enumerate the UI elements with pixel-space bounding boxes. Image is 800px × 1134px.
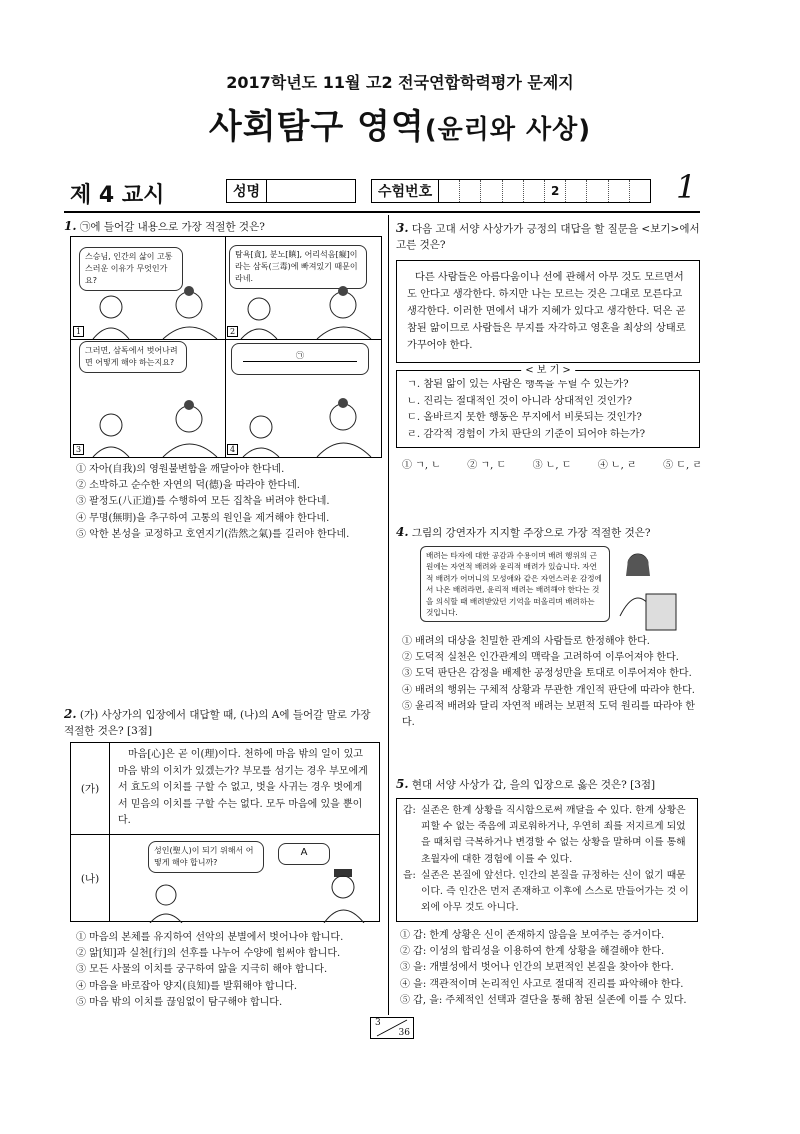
panel-number: 1 (73, 326, 84, 337)
option-5[interactable]: ⑤ 마음 밖의 이치를 끊임없이 탐구해야 합니다. (76, 996, 283, 1008)
blank-answer: ㉠ (243, 351, 357, 362)
buddha-figure (317, 286, 371, 339)
ga-label: (가) (71, 743, 110, 835)
exam-title-subject: (윤리와 사상) (424, 115, 592, 145)
boki-item: ㄹ. 감각적 경험이 가치 판단의 기준이 되어야 하는가? (407, 428, 646, 440)
eul-label: 을: (403, 869, 416, 881)
header-rule (64, 211, 700, 213)
scholar-figure (324, 869, 364, 923)
panel-number: 4 (227, 444, 238, 455)
exam-digit[interactable] (524, 180, 545, 202)
podium-icon (646, 594, 676, 630)
q2-stem (64, 706, 382, 739)
ga-passage: 마음[心]은 곧 이(理)이다. 천하에 마음 밖의 일이 있고 마음 밖의 이치가 있겠는가? 부모를 섬기는 경우 부모에게서 효도의 이치를 구할 수 없고, 벗을 사귀는 경우 벗에게서 믿음의 이치를 구할 수는 없다. 모두 마음에 있을 뿐이다. (110, 743, 380, 835)
exam-title (0, 99, 800, 148)
lecturer-speech: 배려는 타자에 대한 공감과 수용이며 배려 행위의 근원에는 자연적 배려와 윤리적 배려가 있습니다. 자연적 배려가 어머니의 모성애와 같은 자연스러운 감정에서 나온 배려라면, 윤리적 배려는 배려해야 한다는 것을 의식할 때 배려받았던 기억을 떠올리며 배려하는 것입니다. (420, 546, 610, 622)
exam-digit[interactable]: 2 (545, 180, 566, 202)
exam-digit[interactable] (609, 180, 630, 202)
comic-figures (71, 237, 381, 457)
name-box (226, 179, 356, 203)
buddha-figure (163, 400, 217, 457)
buddha-figure (317, 398, 371, 457)
option-3[interactable]: ③ 팔정도(八正道)를 수행하여 모든 집착을 버려야 한다네. (76, 496, 330, 508)
gap-label: 갑: (403, 805, 416, 816)
option-1[interactable]: ① 갑: 한계 상황은 신이 존재하지 않음을 보여주는 증거이다. (400, 930, 665, 941)
exam-digit[interactable] (481, 180, 502, 202)
period-label: 제 4 교시 (70, 183, 165, 208)
panel-number: 2 (227, 326, 238, 337)
panel-number: 3 (73, 444, 84, 455)
disciple-figure (241, 298, 277, 339)
page-counter (370, 1017, 414, 1039)
speech-bubble-1: 스승님, 인간의 삶이 고통스러운 이유가 무엇인가요? (79, 247, 183, 291)
q5-stem (396, 776, 704, 793)
q1-stem (64, 218, 384, 235)
answer-bubble-a: A (278, 843, 330, 865)
option-3[interactable]: ③ ㄴ, ㄷ (532, 460, 572, 471)
exam-digit[interactable] (587, 180, 608, 202)
exam-title-main: 사회탐구 영역 (208, 107, 425, 147)
option-4[interactable]: ④ 배려의 행위는 구체적 상황과 무관한 개인적 판단에 따라야 한다. (402, 684, 695, 696)
q5-options (400, 928, 704, 1009)
option-1[interactable]: ① 배려의 대상을 친밀한 관계의 사람들로 한정해야 한다. (402, 636, 650, 647)
option-2[interactable]: ② 앎[知]과 실천[行]의 선후를 나누어 수양에 힘써야 합니다. (76, 948, 341, 960)
exam-digit[interactable] (460, 180, 481, 202)
q3-text: 다음 고대 서양 사상가가 긍정의 대답을 할 질문을 <보기>에서 고른 것은? (396, 223, 700, 251)
exam-header (0, 70, 800, 148)
option-2[interactable]: ② 갑: 이성의 합리성을 이용하여 한계 상황을 해결해야 한다. (400, 946, 665, 958)
q2-text: (가) 사상가의 입장에서 대답할 때, (나)의 A에 들어갈 말로 가장 적절한 것은? [3점] (64, 709, 371, 737)
option-5[interactable]: ⑤ ㄷ, ㄹ (663, 460, 702, 471)
exam-subtitle: 2017학년도 11월 고2 전국연합학력평가 문제지 (226, 73, 574, 92)
lecturer-figure (612, 546, 680, 632)
q3-stem (396, 220, 704, 253)
q2-table (70, 742, 380, 922)
column-divider (388, 215, 389, 1015)
option-5[interactable]: ⑤ 윤리적 배려와 달리 자연적 배려는 보편적 도덕 원리를 따라야 한다. (402, 700, 695, 729)
scholar-figures (110, 835, 382, 923)
eul-text: 실존은 본질에 앞선다. 인간의 본질을 규정하는 신이 없기 때문이다. 즉 인간은 먼저 존재하고 이후에 스스로 만들어가는 것 이외에 아무 것도 아니다. (421, 869, 689, 914)
na-label: (나) (71, 835, 110, 922)
eul-statement (403, 868, 691, 917)
option-5[interactable]: ⑤ 갑, 을: 주체적인 선택과 결단을 통해 참된 실존에 이를 수 있다. (400, 994, 687, 1006)
page-number: 1 (676, 168, 697, 206)
exam-digit[interactable] (630, 180, 650, 202)
boki-item: ㄷ. 올바르지 못한 행동은 무지에서 비롯되는 것인가? (407, 412, 642, 423)
q4-stem (396, 524, 704, 541)
disciple-figure (93, 296, 129, 339)
exam-digit[interactable] (439, 180, 460, 202)
q3-options (402, 458, 702, 474)
name-label: 성명 (227, 180, 267, 202)
exam-digit[interactable] (503, 180, 524, 202)
q5-passage (396, 798, 698, 922)
option-4[interactable]: ④ ㄴ, ㄹ (597, 460, 637, 471)
speech-bubble-2: 탐욕[貪], 분노[瞋], 어리석음[癡]이라는 삼독(三毒)에 빠져있기 때문이라네. (229, 245, 367, 289)
page-current: 3 (375, 1018, 381, 1028)
buddha-figure (163, 286, 217, 339)
option-3[interactable]: ③ 모든 사물의 이치를 궁구하여 앎을 지극히 해야 합니다. (76, 964, 328, 976)
q5-number: 5. (396, 777, 409, 791)
page-total: 36 (398, 1028, 410, 1038)
q1-options (76, 462, 384, 543)
option-4[interactable]: ④ 마음을 바로잡아 양지(良知)를 발휘해야 합니다. (76, 980, 298, 992)
q3-number: 3. (396, 221, 409, 235)
option-3[interactable]: ③ 을: 개별성에서 벗어나 인간의 보편적인 본질을 찾아야 한다. (400, 962, 674, 974)
option-1[interactable]: ① 마음의 본체를 유지하여 선악의 분별에서 벗어나야 합니다. (76, 932, 344, 943)
q4-illustration (420, 546, 680, 632)
boki-item: ㄴ. 진리는 절대적인 것이 아니라 상대적인 것인가? (407, 395, 632, 407)
disciple-figure (93, 414, 129, 457)
name-field[interactable] (267, 180, 355, 202)
q4-text: 그림의 강연자가 지지할 주장으로 가장 적절한 것은? (411, 527, 651, 539)
na-illustration (110, 835, 380, 922)
boki-item: ㄱ. 참된 앎이 있는 사람은 행복을 누릴 수 있는가? (407, 379, 629, 390)
q1-comic (70, 236, 382, 458)
exam-number-digits[interactable] (439, 180, 650, 202)
q3-boki (396, 365, 700, 448)
exam-digit[interactable] (566, 180, 587, 202)
gap-text: 실존은 한계 상황을 직시함으로써 깨달을 수 있다. 한계 상황은 피할 수 없는 죽음에 괴로워하거나, 우연히 죄를 저지르게 되었을 때처럼 극복하거나 변경할 수 없는 상황을 말하며 이를 통해 초월자에 대한 경험에 이를 수 있다. (421, 805, 686, 865)
speech-bubble-3: 그러면, 삼독에서 벗어나려면 어떻게 해야 하는지요? (79, 341, 187, 373)
q1-text: ㉠에 들어갈 내용으로 가장 적절한 것은? (79, 221, 265, 233)
student-bubble: 성인(聖人)이 되기 위해서 어떻게 해야 합니까? (148, 841, 264, 873)
option-5[interactable]: ⑤ 악한 본성을 교정하고 호연지기(浩然之氣)를 길러야 한다네. (76, 528, 350, 540)
q3-passage: 다른 사람들은 아름다움이나 선에 관해서 아무 것도 모르면서도 안다고 생각한다. 하지만 나는 모르는 것은 그대로 모른다고 생각한다. 이러한 면에서 내가 지혜가 있다고 생각한다. 덕은 곧 참된 앎이므로 사람들은 무지를 자각하고 영혼을 최상의 상태로 가꾸어야 한다. (396, 260, 700, 363)
gap-statement (403, 803, 691, 868)
option-1[interactable]: ① 자아(自我)의 영원불변함을 깨달아야 한다네. (76, 464, 285, 475)
student-figure (150, 885, 182, 923)
option-1[interactable]: ① ㄱ, ㄴ (402, 460, 441, 471)
option-4[interactable]: ④ 을: 객관적이며 논리적인 사고로 절대적 진리를 파악해야 한다. (400, 978, 684, 990)
exam-number-box (371, 179, 651, 203)
option-4[interactable]: ④ 무명(無明)을 추구하여 고통의 원인을 제거해야 한다네. (76, 512, 330, 524)
q5-text: 현대 서양 사상가 갑, 을의 입장으로 옳은 것은? [3점] (411, 779, 656, 791)
disciple-figure (243, 416, 279, 457)
option-2[interactable]: ② ㄱ, ㄷ (467, 460, 507, 471)
q2-number: 2. (64, 707, 77, 721)
q4-number: 4. (396, 525, 409, 539)
option-3[interactable]: ③ 도덕 판단은 감정을 배제한 공정성만을 토대로 이루어져야 한다. (402, 668, 692, 680)
q1-number: 1. (64, 219, 77, 233)
boki-title: < 보 기 > (521, 363, 575, 380)
q4-options (402, 634, 704, 731)
q2-options (76, 930, 384, 1011)
option-2[interactable]: ② 도덕적 실천은 인간관계의 맥락을 고려하여 이루어져야 한다. (402, 652, 679, 664)
exam-number-label: 수험번호 (372, 180, 439, 202)
option-2[interactable]: ② 소박하고 순수한 자연의 덕(德)을 따라야 한다네. (76, 480, 300, 492)
